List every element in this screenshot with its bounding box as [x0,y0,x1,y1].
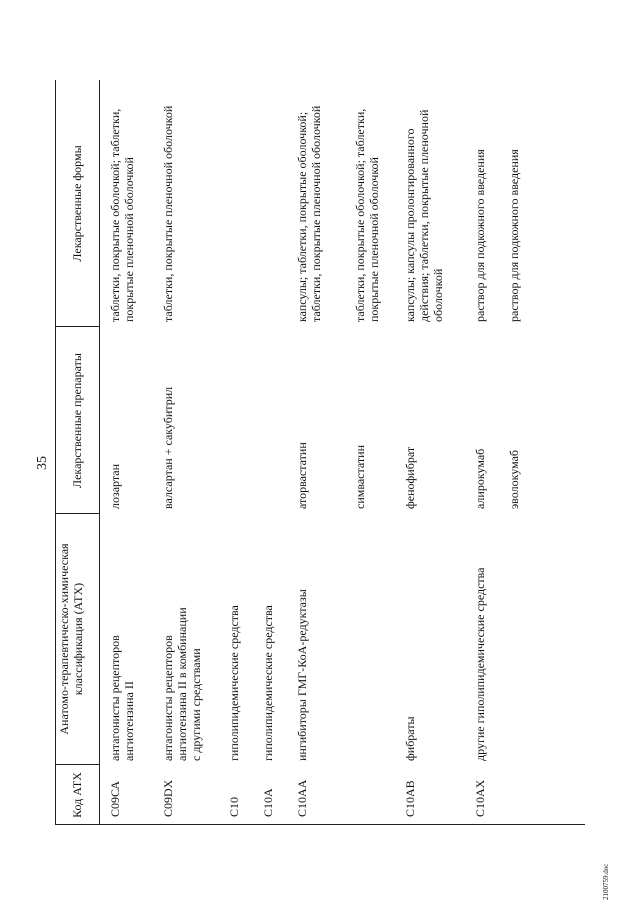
row-classification: антагонисты рецепторов ангиотензина II [108,635,136,761]
table-top-border [55,80,56,825]
row-drug: эволокумаб [507,449,521,509]
row-code: С10А [261,788,275,817]
row-forms: капсулы; таблетки, покрытые оболочкой; таблетки, покрытые пленочной оболочкой [295,105,323,322]
row-classification: другие гиполипидемические средства [473,567,487,761]
header-drugs: Лекарственные препараты [70,353,84,488]
row-code: С09СА [108,780,122,817]
row-classification: фибраты [403,716,417,761]
row-drug: лозартан [108,463,122,509]
row-code: С09DX [161,779,175,817]
row-drug: фенофибрат [403,446,417,509]
row-drug: валсартан + сакубитрил [161,386,175,509]
row-drug: аторвастатин [295,442,309,509]
page-number: 35 [35,456,50,470]
header-classification: Анатомо-терапевтическо-химическая классификация (АТХ) [57,543,85,735]
row-classification: гиполипидемические средства [227,605,241,761]
header-code: Код АТХ [70,772,84,818]
row-code: С10АВ [403,780,417,817]
row-forms: капсулы; капсулы пролонгированного действия; таблетки, покрытые пленочной оболочкой [403,109,445,322]
header-forms: Лекарственные формы [70,145,84,262]
row-forms: раствор для подкожного введения [507,149,521,322]
row-classification: гиполипидемические средства [261,605,275,761]
row-classification: ингибиторы ГМГ-КоА-редуктазы [295,589,309,761]
row-code: С10АХ [473,779,487,817]
row-forms: таблетки, покрытые оболочкой; таблетки, покрытые пленочной оболочкой [108,108,136,322]
row-code: С10АА [295,779,309,817]
header-bottom-border [99,80,100,825]
row-forms: таблетки, покрытые оболочкой; таблетки, покрытые пленочной оболочкой [353,108,381,322]
drug-table [55,80,585,825]
row-classification: антагонисты рецепторов ангиотензина II в комбинации с другими средствами [161,607,203,761]
row-forms: таблетки, покрытые пленочной оболочкой [161,105,175,322]
row-forms: раствор для подкожного введения [473,149,487,322]
row-drug: симвастатин [353,445,367,509]
table-left-border [55,824,585,825]
row-code: С10 [227,796,241,817]
row-drug: алирокумаб [473,448,487,509]
footer-doc-id: 2100759.doc [602,863,610,900]
